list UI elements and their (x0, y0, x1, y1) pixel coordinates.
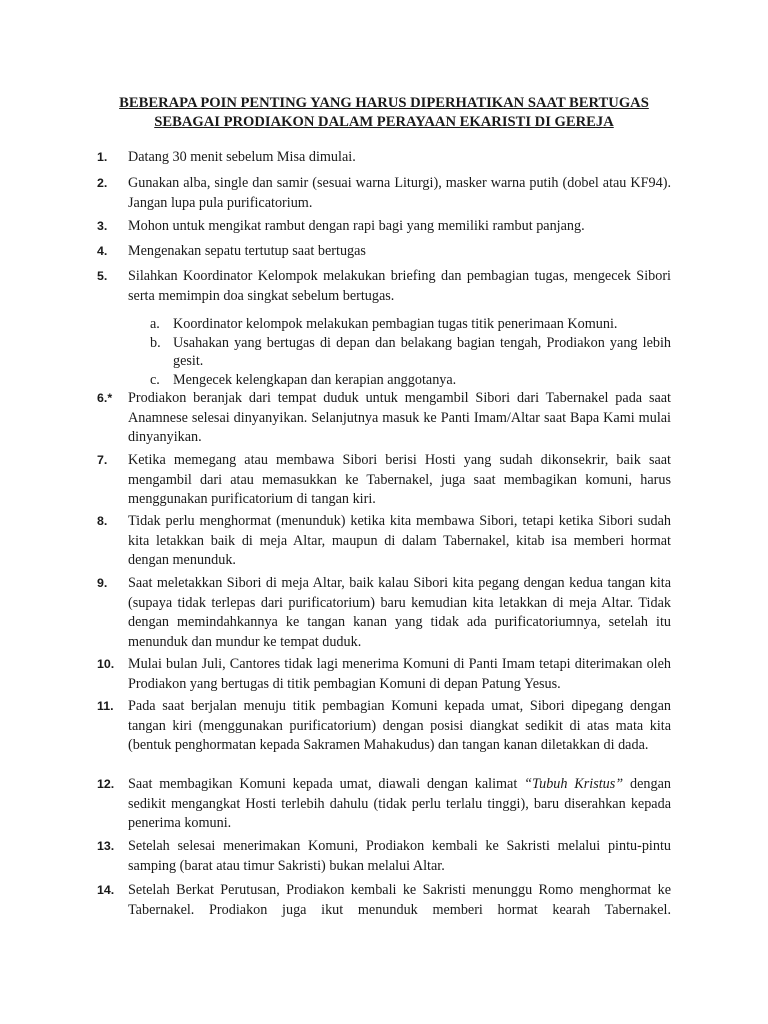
list-item (97, 451, 671, 510)
item-number: 1. (97, 150, 108, 164)
list-item (97, 267, 671, 390)
list-item (97, 837, 671, 876)
item-text: Tidak perlu menghormat (menunduk) ketika kita membawa Sibori, tetapi ketika Sibori sudah kita letakkan baik di meja Altar, maupun di dalam Tabernakel, kitab isa memberi hormat dengan menunduk. (128, 513, 671, 569)
sub-item-text: Usahakan yang bertugas di depan dan belakang bagian tengah, Prodiakon yang lebih gesit. (173, 334, 671, 370)
item-text: Ketika memegang atau membawa Sibori berisi Hosti yang sudah dikonsekrir, baik saat mengambil dari atau memasukkan ke Tabernakel, juga saat membagikan komuni, harus menggunakan purificatorium di tangan kiri. (128, 452, 671, 508)
item-text-after: dengan sedikit mengangkat Hosti terlebih dahulu (tidak perlu terlalu tinggi), baru diserahkan kepada penerima komuni. (128, 776, 671, 832)
sub-item-letter: a. (150, 316, 160, 333)
item-number: 6.* (97, 391, 113, 405)
sub-item (150, 371, 671, 390)
sub-item (150, 334, 671, 371)
list-item (97, 174, 671, 213)
item-text: Setelah Berkat Perutusan, Prodiakon kembali ke Sakristi menunggu Romo menghormat ke Tabernakel. Prodiakon juga ikut menunduk memberi hormat kearah Tabernakel. (128, 882, 671, 918)
item-number: 14. (97, 883, 115, 897)
sub-item-text: Mengecek kelengkapan dan kerapian anggotanya. (173, 371, 457, 388)
item-number: 13. (97, 839, 115, 853)
list-item (97, 697, 671, 756)
item-number: 11. (97, 699, 114, 713)
item-text: Setelah selesai menerimakan Komuni, Prodiakon kembali ke Sakristi melalui pintu-pintu samping (barat atau timur Sakristi) bukan melalui Altar. (128, 838, 671, 874)
item-text (128, 775, 671, 834)
title-line-1: BEBERAPA POIN PENTING YANG HARUS DIPERHATIKAN SAAT BERTUGAS (119, 95, 649, 111)
list-item (97, 148, 671, 168)
item-number: 4. (97, 244, 108, 258)
item-number: 12. (97, 777, 115, 791)
item-number: 10. (97, 657, 115, 671)
list-item (97, 775, 671, 834)
item-text: Silahkan Koordinator Kelompok melakukan briefing dan pembagian tugas, mengecek Sibori serta memimpin doa singkat sebelum bertugas. (128, 268, 671, 304)
item-text-italic: “Tubuh Kristus” (524, 776, 624, 792)
item-number: 9. (97, 576, 108, 590)
item-text: Datang 30 menit sebelum Misa dimulai. (128, 149, 356, 165)
sub-item (150, 315, 671, 334)
item-text: Gunakan alba, single dan samir (sesuai warna Liturgi), masker warna putih (dobel atau KF94). Jangan lupa pula purificatorium. (128, 175, 671, 211)
item-text: Mengenakan sepatu tertutup saat bertugas (128, 243, 366, 259)
sub-item-letter: c. (150, 371, 160, 388)
list-item (97, 655, 671, 694)
item-number: 7. (97, 453, 108, 467)
item-text: Mulai bulan Juli, Cantores tidak lagi menerima Komuni di Panti Imam tetapi diterimakan oleh Prodiakon yang bertugas di titik pembagian Komuni di depan Patung Yesus. (128, 656, 671, 692)
item-number: 2. (97, 176, 108, 190)
list-item (97, 574, 671, 652)
sub-item-text: Koordinator kelompok melakukan pembagian tugas titik penerimaan Komuni. (173, 316, 618, 333)
item-text: Mohon untuk mengikat rambut dengan rapi bagi yang memiliki rambut panjang. (128, 218, 585, 234)
item-number: 8. (97, 514, 108, 528)
list-item (97, 242, 671, 262)
item-text: Saat meletakkan Sibori di meja Altar, baik kalau Sibori kita pegang dengan kedua tangan kita (supaya tidak terlepas dari purificatorium) baru kemudian kita letakkan di meja Altar. Tidak dengan memindahkannya ke tangan kanan yang tidak ada purificatoriumnya, setelah itu menunduk dan mundur ke tempat duduk. (128, 575, 671, 650)
item-text: Pada saat berjalan menuju titik pembagian Komuni kepada umat, Sibori dipegang dengan tangan kiri (menggunakan purificatorium) dengan posisi diangkat sedikit di atas mata kita (bentuk penghormatan kepada Sakramen Mahakudus) dan tangan kanan diletakkan di dada. (128, 698, 671, 754)
document-title (0, 94, 768, 132)
item-text-before: Saat membagikan Komuni kepada umat, diawali dengan kalimat (128, 776, 525, 792)
title-line-2: SEBAGAI PRODIAKON DALAM PERAYAAN EKARISTI DI GEREJA (154, 114, 614, 130)
item-text: Prodiakon beranjak dari tempat duduk untuk mengambil Sibori dari Tabernakel pada saat Anamnese selesai dinyanyikan. Selanjutnya masuk ke Panti Imam/Altar saat Bapa Kami mulai dinyanyikan. (128, 390, 671, 446)
item-number: 5. (97, 269, 108, 283)
list-item (97, 512, 671, 571)
item-number: 3. (97, 219, 108, 233)
list-item (97, 881, 671, 920)
list-item (97, 389, 671, 448)
list-item (97, 217, 671, 237)
sub-item-letter: b. (150, 334, 161, 351)
